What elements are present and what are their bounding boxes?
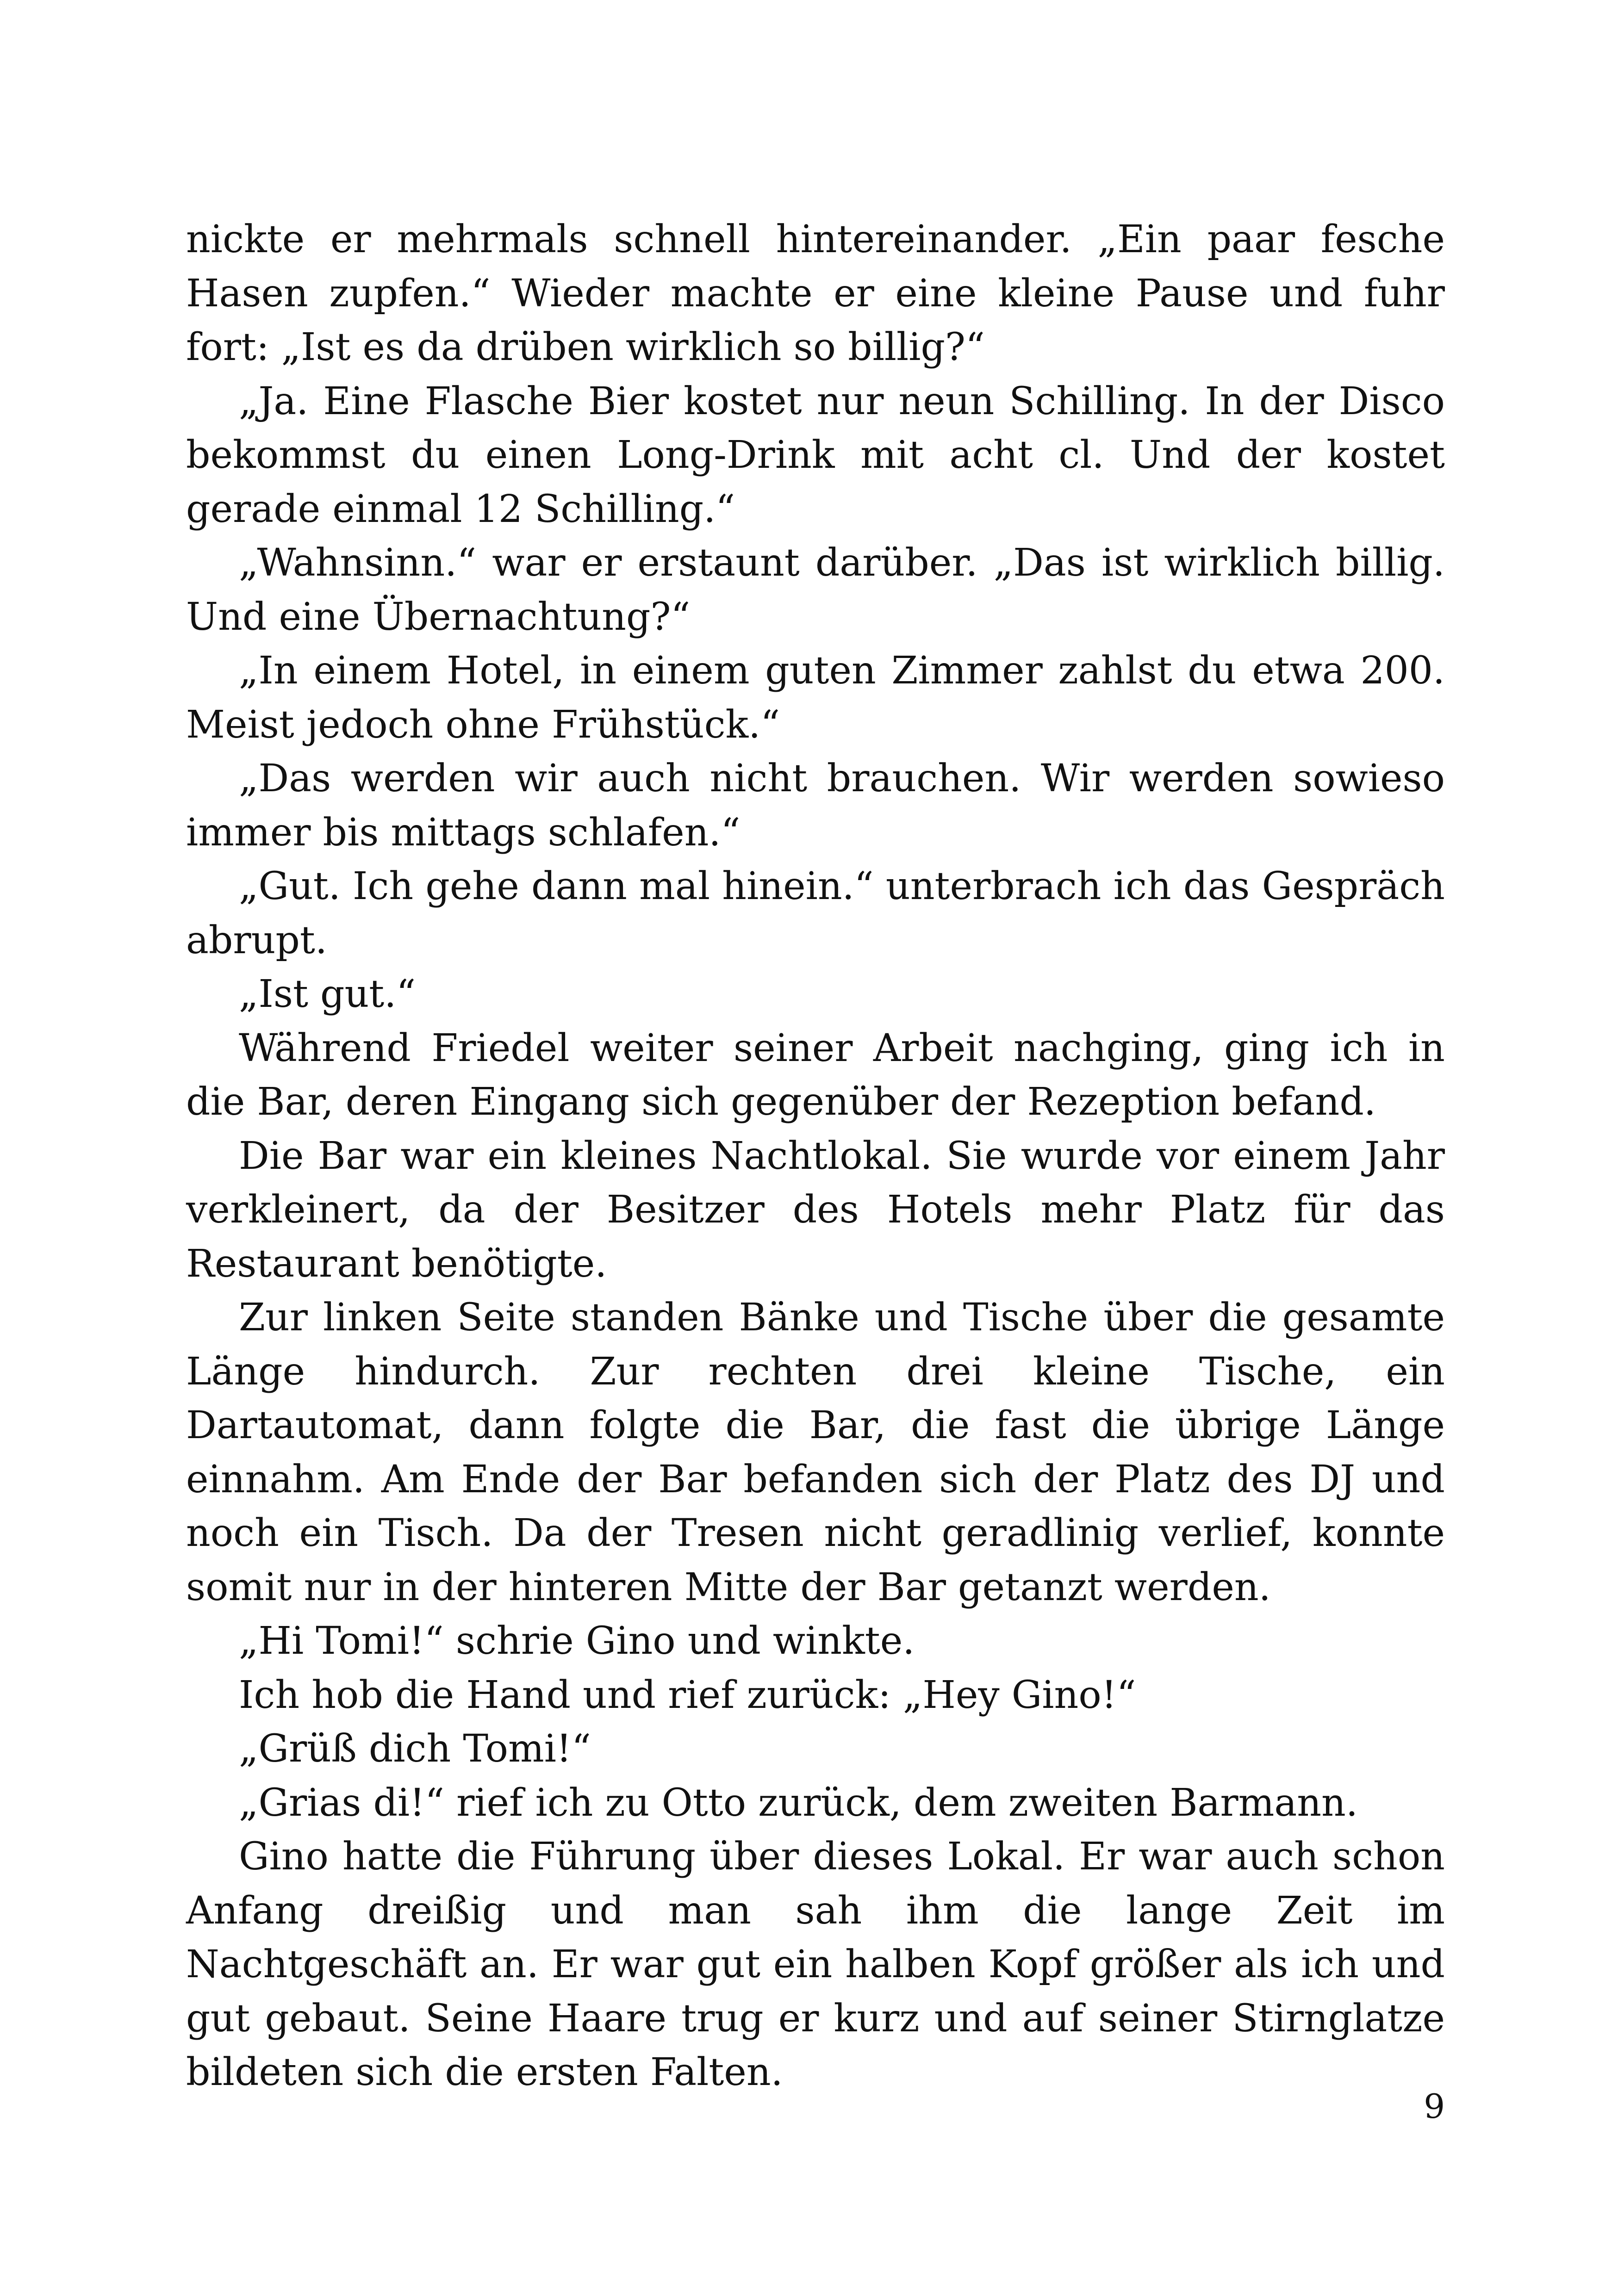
paragraph: „Grüß dich Tomi!“ [239,1727,591,1771]
body-text [186,213,1445,2100]
paragraph: „Das werden wir auch nicht brauchen. Wir werden sowieso immer bis mittags schlafen.“ [186,757,1445,855]
paragraph: „Grias di!“ rief ich zu Otto zurück, dem zweiten Barmann. [239,1781,1358,1825]
paragraph: „Ist gut.“ [239,972,416,1016]
paragraph: Während Friedel weiter seiner Arbeit nachging, ging ich in die Bar, deren Eingang sich gegenüber der Rezeption befand. [186,1026,1445,1124]
paragraph: Die Bar war ein kleines Nachtlokal. Sie wurde vor einem Jahr verkleinert, da der Besitzer des Hotels mehr Platz für das Restaurant benötigte. [186,1134,1445,1286]
paragraph: Zur linken Seite standen Bänke und Tische über die gesamte Länge hindurch. Zur rechten drei kleine Tische, ein Dartautomat, dann folgte die Bar, die fast die übrige Länge einnahm. Am Ende der Bar befanden sich der Platz des DJ und noch ein Tisch. Da der Tresen nicht geradlinig verlief, konnte somit nur in der hinteren Mitte der Bar getanzt werden. [186,1296,1445,1609]
paragraph: „Gut. Ich gehe dann mal hinein.“ unterbrach ich das Gespräch abrupt. [186,864,1445,962]
paragraph: Ich hob die Hand und rief zurück: „Hey Gino!“ [239,1673,1136,1717]
page-number: 9 [1424,2087,1445,2126]
paragraph: Gino hatte die Führung über dieses Lokal. Er war auch schon Anfang dreißig und man sah ihm die lange Zeit im Nachtgeschäft an. Er war gut ein halben Kopf größer als ich und gut gebaut. Seine Haare trug er kurz und auf seiner Stirnglatze bildeten sich die ersten Falten. [186,1835,1445,2094]
paragraph: nickte er mehrmals schnell hintereinander. „Ein paar fesche Hasen zupfen.“ Wieder machte er eine kleine Pause und fuhr fort: „Ist es da drüben wirklich so billig?“ [186,217,1445,369]
paragraph: „Ja. Eine Flasche Bier kostet nur neun Schilling. In der Disco bekommst du einen Long-Drink mit acht cl. Und der kostet gerade einmal 12 Schilling.“ [186,379,1445,531]
paragraph: „In einem Hotel, in einem guten Zimmer zahlst du etwa 200. Meist jedoch ohne Frühstück.“ [186,649,1445,747]
paragraph: „Hi Tomi!“ schrie Gino und winkte. [239,1619,915,1663]
paragraph: „Wahnsinn.“ war er erstaunt darüber. „Das ist wirklich billig. Und eine Übernachtung?“ [186,541,1445,639]
